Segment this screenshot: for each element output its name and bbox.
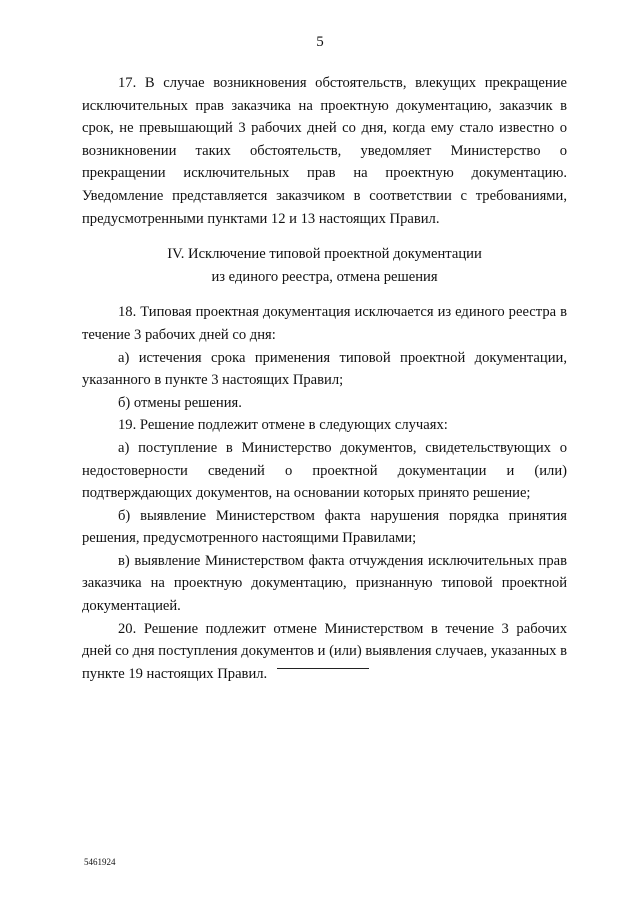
paragraph-17: 17. В случае возникновения обстоятельств, влекущих прекращение исключительных прав заказчика на проектную документацию, заказчик в срок, не превышающий 3 рабочих дней со дня, когда ему стало известно о возникновении таких обстоятельств, уведомляет Министерство о прекращении исключительных прав на проектную документацию. Уведомление представляется заказчиком в соответствии с требованиями, предусмотренными пунктами 12 и 13 настоящих Правил. (82, 75, 567, 227)
page-number: 5 (316, 34, 324, 50)
section-heading (82, 243, 567, 288)
paragraph-20: 20. Решение подлежит отмене Министерством в течение 3 рабочих дней со дня поступления документов и (или) выявления случаев, указанных в пункте 19 настоящих Правил. (82, 620, 567, 682)
end-rule (277, 668, 369, 669)
paragraph-19-a: а) поступление в Министерство документов, свидетельствующих о недостоверности сведений о проектной документации и (или) подтверждающих документов, на основании которых принято решение; (82, 439, 567, 502)
document-id: 5461924 (84, 857, 116, 867)
document-body (82, 72, 567, 685)
paragraph-18-a: а) истечения срока применения типовой проектной документации, указанного в пункте 3 настоящих Правил; (82, 349, 567, 389)
section-heading-line-2: из единого реестра, отмена решения (211, 268, 438, 285)
paragraph-19: 19. Решение подлежит отмене в следующих случаях: (118, 417, 448, 434)
paragraph-19-c: в) выявление Министерством факта отчуждения исключительных прав заказчика на проектную документацию, признанную типовой проектной документацией. (82, 552, 567, 615)
paragraph-18-b: б) отмены решения. (118, 394, 242, 411)
paragraph-19-b: б) выявление Министерством факта нарушения порядка принятия решения, предусмотренного настоящими Правилами; (82, 507, 567, 547)
section-heading-line-1: IV. Исключение типовой проектной документации (167, 246, 482, 263)
paragraph-18: 18. Типовая проектная документация исключается из единого реестра в течение 3 рабочих дней со дня: (82, 304, 567, 343)
